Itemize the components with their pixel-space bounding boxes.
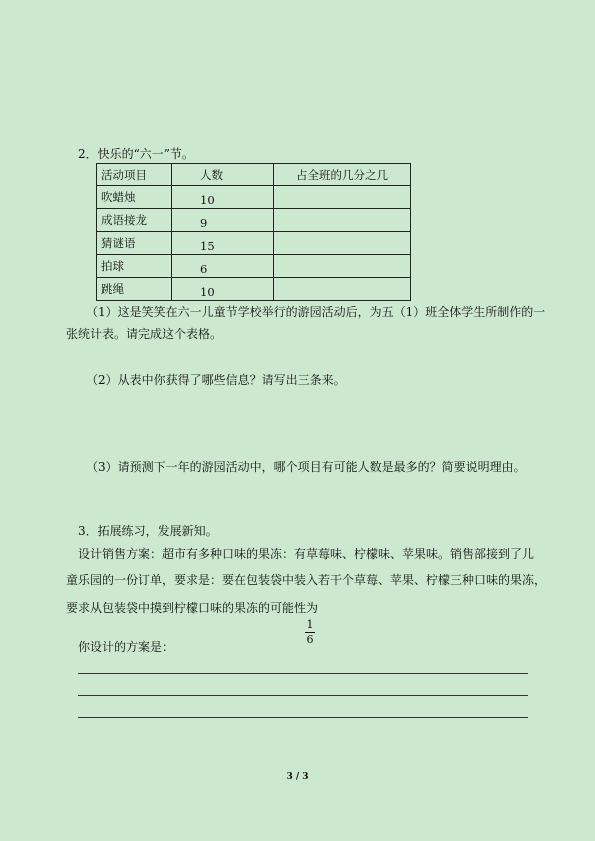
table-row xyxy=(97,278,411,301)
section3-paragraph-line-3: 要求从包装袋中摸到柠檬口味的果冻的可能性为 xyxy=(66,601,319,615)
section3-paragraph-line-1: 设计销售方案：超市有多种口味的果冻：有草莓味、柠檬味、苹果味。销售部接到了儿 xyxy=(78,547,535,561)
row-activity: 吹蜡烛 xyxy=(97,186,172,209)
section2-title: 2．快乐的“六一”节。 xyxy=(78,147,194,161)
row-count: 6 xyxy=(172,255,274,278)
activity-table xyxy=(96,163,411,301)
row-count: 10 xyxy=(172,278,274,301)
fraction-numerator: 1 xyxy=(306,618,314,631)
question-3: （3）请预测下一年的游园活动中，哪个项目有可能人数是最多的？简要说明理由。 xyxy=(86,460,526,474)
row-fraction-blank[interactable] xyxy=(274,186,411,209)
row-count: 10 xyxy=(172,186,274,209)
row-activity: 猜谜语 xyxy=(97,232,172,255)
row-activity: 成语接龙 xyxy=(97,209,172,232)
answer-line-1[interactable] xyxy=(78,673,528,674)
answer-line-3[interactable] xyxy=(78,717,528,718)
answer-prompt: 你设计的方案是： xyxy=(78,640,175,654)
page-number: 3 / 3 xyxy=(286,772,309,782)
table-row xyxy=(97,209,411,232)
row-fraction-blank[interactable] xyxy=(274,255,411,278)
table-row xyxy=(97,186,411,209)
table-header-row xyxy=(97,164,411,186)
table-row xyxy=(97,232,411,255)
row-fraction-blank[interactable] xyxy=(274,278,411,301)
section3-title: 3．拓展练习，发展新知。 xyxy=(78,524,218,538)
header-count: 人数 xyxy=(172,164,274,186)
header-activity: 活动项目 xyxy=(97,164,172,186)
row-activity: 跳绳 xyxy=(97,278,172,301)
answer-line-2[interactable] xyxy=(78,695,528,696)
row-activity: 拍球 xyxy=(97,255,172,278)
row-fraction-blank[interactable] xyxy=(274,232,411,255)
table-row xyxy=(97,255,411,278)
question-1-line-2: 张统计表。请完成这个表格。 xyxy=(66,327,223,341)
question-2: （2）从表中你获得了哪些信息？请写出三条来。 xyxy=(86,373,346,387)
row-fraction-blank[interactable] xyxy=(274,209,411,232)
row-count: 9 xyxy=(172,209,274,232)
header-fraction: 占全班的几分之几 xyxy=(274,164,411,186)
fraction-denominator: 6 xyxy=(306,633,314,646)
question-1-line-1: （1）这是笑笑在六一儿童节学校举行的游园活动后，为五（1）班全体学生所制作的一 xyxy=(86,305,546,319)
row-count: 15 xyxy=(172,232,274,255)
section3-paragraph-line-2: 童乐园的一份订单，要求是：要在包装袋中装入若干个草莓、苹果、柠檬三种口味的果冻， xyxy=(66,573,547,587)
probability-fraction xyxy=(305,619,315,646)
